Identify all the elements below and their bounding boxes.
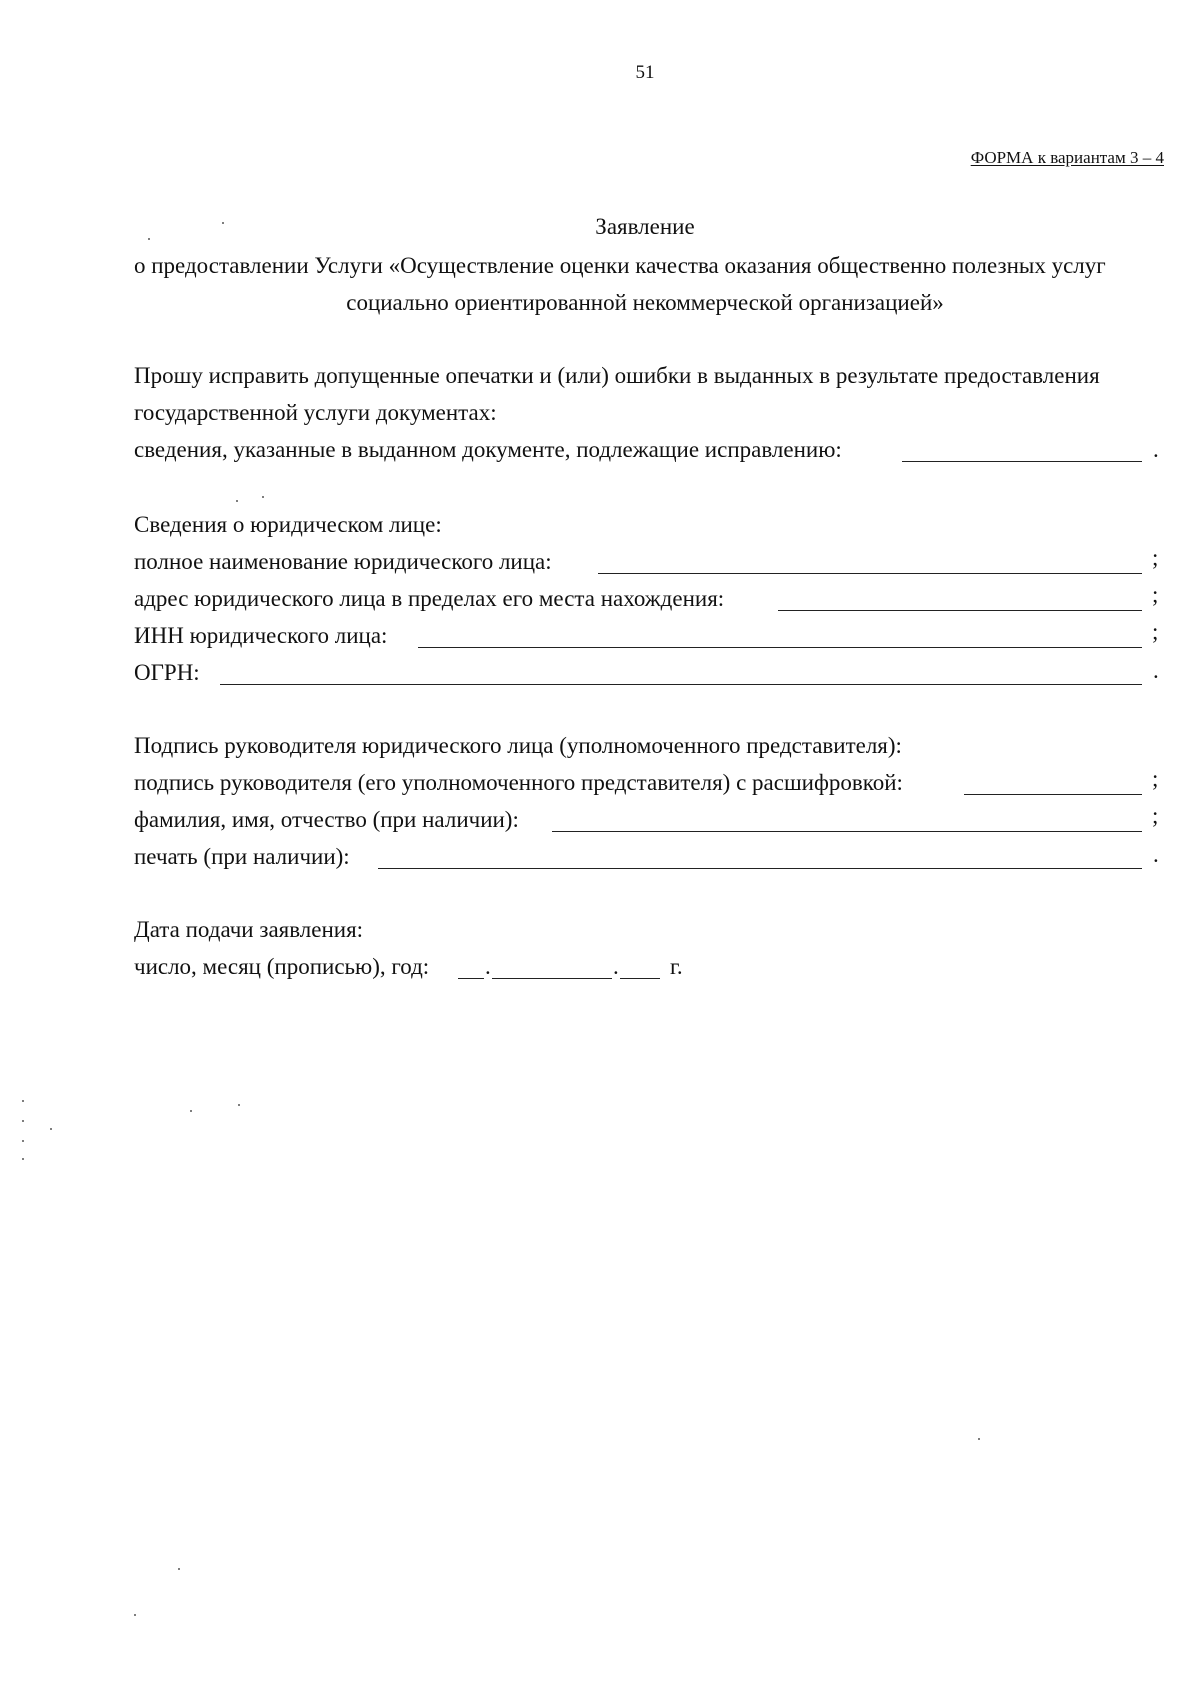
inn-field[interactable] — [418, 647, 1142, 648]
date-separator-1: . — [485, 954, 491, 979]
stamp-field[interactable] — [378, 868, 1142, 869]
signature-end: ; — [1152, 766, 1159, 791]
request-line-3: сведения, указанные в выданном документе, подлежащие исправлению: — [134, 437, 842, 462]
document-subtitle-line2: социально ориентированной некоммерческой организацией» — [346, 290, 944, 315]
form-label: ФОРМА к вариантам 3 – 4 — [970, 148, 1164, 167]
date-month-field[interactable] — [492, 978, 612, 979]
signature-field[interactable] — [964, 794, 1142, 795]
fio-field[interactable] — [552, 831, 1142, 832]
scan-speck — [978, 1438, 980, 1440]
scan-speck — [22, 1120, 24, 1122]
full-name-end: ; — [1152, 545, 1159, 570]
scan-speck — [262, 496, 264, 498]
document-title: Заявление — [595, 214, 695, 239]
request-line-2: государственной услуги документах: — [134, 400, 497, 425]
scan-speck — [22, 1158, 24, 1160]
address-field[interactable] — [778, 610, 1142, 611]
full-name-field[interactable] — [598, 573, 1142, 574]
stamp-label: печать (при наличии): — [134, 844, 350, 869]
ogrn-label: ОГРН: — [134, 660, 200, 685]
scan-speck — [238, 1104, 240, 1106]
scan-speck — [50, 1128, 52, 1130]
address-label: адрес юридического лица в пределах его места нахождения: — [134, 586, 725, 611]
scan-speck — [22, 1100, 24, 1102]
date-label: число, месяц (прописью), год: — [134, 954, 430, 979]
signature-heading: Подпись руководителя юридического лица (уполномоченного представителя): — [134, 733, 902, 758]
address-end: ; — [1152, 582, 1159, 607]
ogrn-end: . — [1153, 658, 1159, 683]
fio-label: фамилия, имя, отчество (при наличии): — [134, 807, 519, 832]
request-line-1: Прошу исправить допущенные опечатки и (или) ошибки в выданных в результате предоставления — [134, 363, 1100, 388]
full-name-label: полное наименование юридического лица: — [134, 549, 552, 574]
scan-speck — [148, 238, 150, 240]
scan-speck — [236, 500, 238, 502]
scan-speck — [222, 222, 224, 224]
scan-speck — [134, 1614, 136, 1616]
corrections-field-end: . — [1153, 437, 1159, 462]
stamp-end: . — [1153, 842, 1159, 867]
corrections-field[interactable] — [902, 461, 1142, 462]
date-year-suffix: г. — [670, 954, 683, 979]
legal-entity-heading: Сведения о юридическом лице: — [134, 512, 442, 537]
signature-label: подпись руководителя (его уполномоченного представителя) с расшифровкой: — [134, 770, 903, 795]
date-separator-2: . — [613, 954, 619, 979]
date-day-field[interactable] — [458, 978, 484, 979]
date-year-field[interactable] — [620, 978, 660, 979]
ogrn-field[interactable] — [220, 684, 1142, 685]
inn-label: ИНН юридического лица: — [134, 623, 388, 648]
scan-speck — [178, 1568, 180, 1570]
fio-end: ; — [1152, 803, 1159, 828]
date-heading: Дата подачи заявления: — [134, 917, 364, 942]
document-subtitle-line1: о предоставлении Услуги «Осуществление оценки качества оказания общественно полезных услуг — [134, 253, 1106, 278]
page-number: 51 — [635, 62, 655, 83]
scan-speck — [22, 1140, 24, 1142]
scan-speck — [190, 1110, 192, 1112]
inn-end: ; — [1152, 619, 1159, 644]
